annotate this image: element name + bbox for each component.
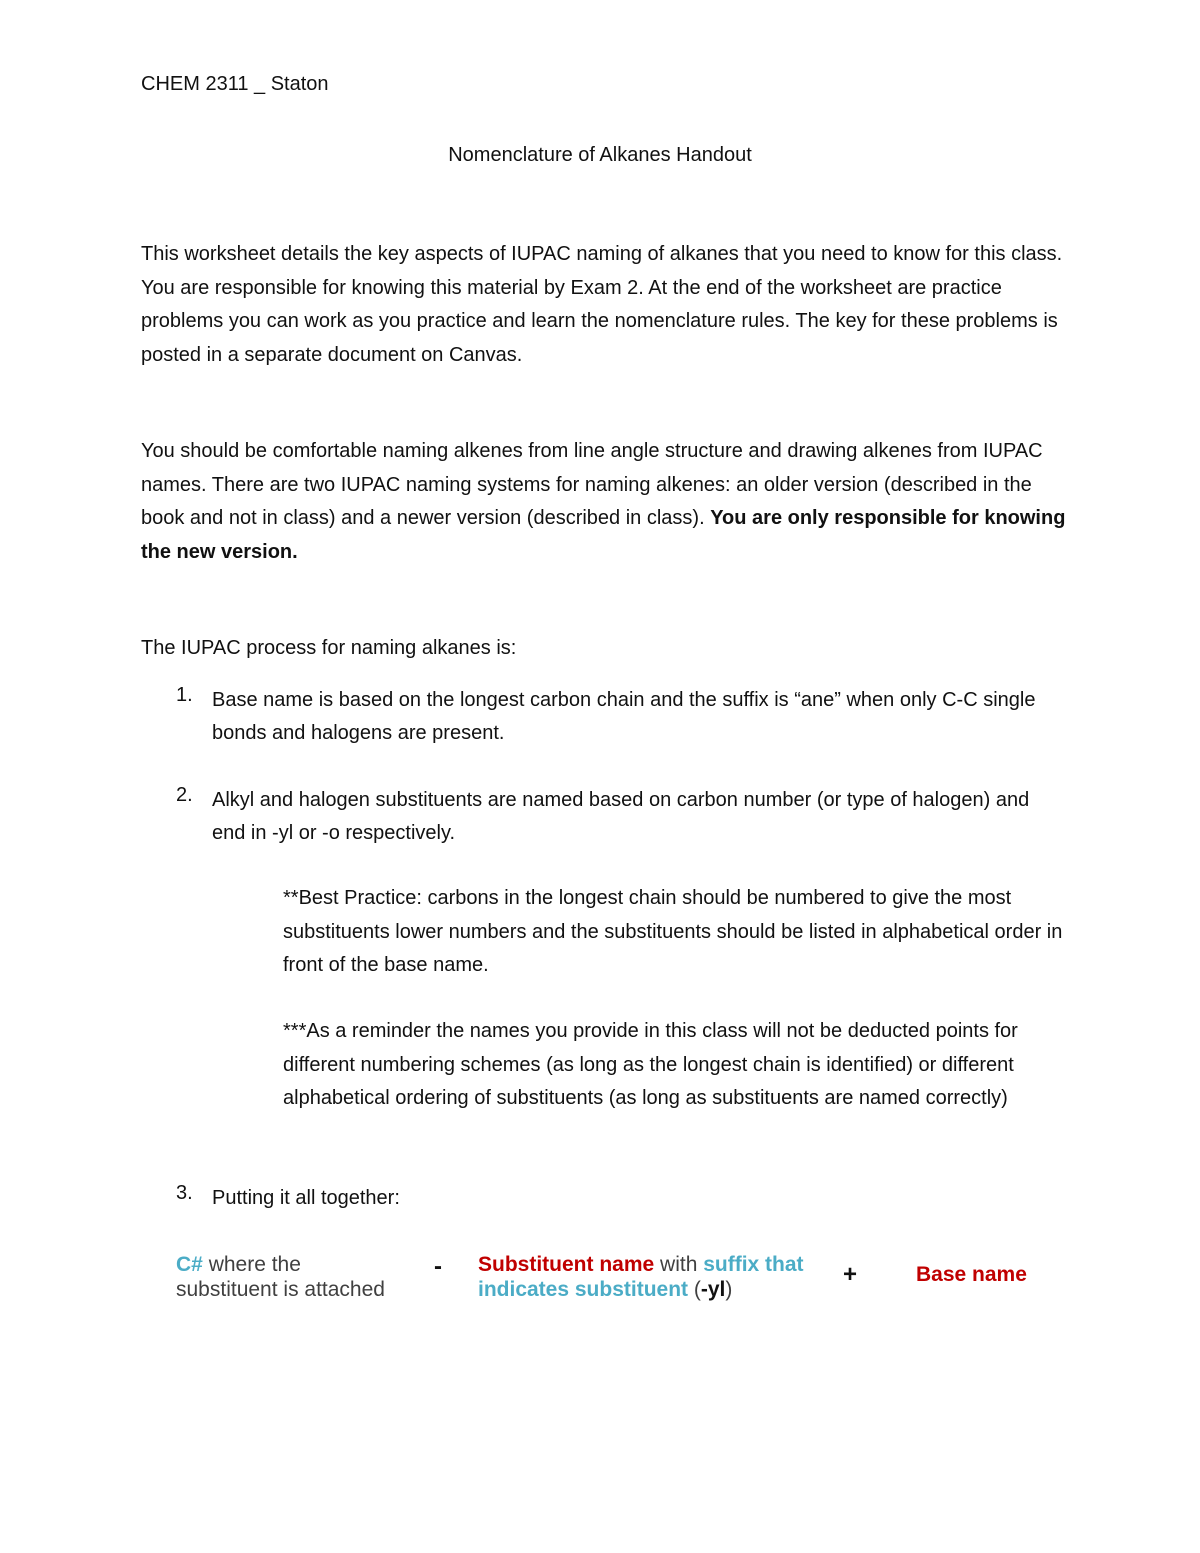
formula-locant-part [176,1252,426,1302]
responsibility-note: You are only responsible for knowing the new version. [141,507,1066,563]
list-number: 1. [176,684,193,706]
paren-close: ) [725,1278,733,1301]
paren-open: ( [688,1278,701,1301]
suffix-highlight: suffix that [703,1253,804,1276]
formula-base-name: Base name [916,1263,1027,1286]
alkene-paragraph [141,435,1071,569]
best-practice-note: **Best Practice: carbons in the longest chain should be numbered to give the most substituents lower numbers and the substituents should be listed in alphabetical order in front of the base name. [283,887,1063,976]
list-number: 3. [176,1182,193,1204]
alkene-paragraph-text: You should be comfortable naming alkenes from line angle structure and drawing alkenes from IUPAC names. There are two IUPAC naming systems for naming alkenes: an older version (described in the book and not in class) and a newer version (described in class). [141,440,1043,529]
yl-suffix: -yl [700,1278,726,1301]
naming-formula [0,1250,1200,1310]
page-title: Nomenclature of Alkanes Handout [448,144,752,166]
reminder-note: ***As a reminder the names you provide in this class will not be deducted points for different numbering schemes (as long as the longest chain is identified) or different alphabetical ordering of substituents (as long as substituents are named correctly) [283,1020,1018,1109]
list-text: Alkyl and halogen substituents are named based on carbon number (or type of halogen) and end in -yl or -o respectively. [212,789,1030,844]
locant-highlight: C# [176,1253,203,1276]
list-text: Putting it all together: [212,1187,400,1209]
locant-text: where the [202,1253,301,1276]
formula-dash: - [434,1253,442,1280]
locant-text-line2: substituent is attached [176,1278,385,1301]
with-text: with [654,1253,704,1276]
list-number: 2. [176,784,193,806]
substituent-name-highlight: Substituent name [478,1253,655,1276]
course-header: CHEM 2311 _ Staton [141,73,329,95]
formula-plus: + [843,1261,858,1288]
suffix-highlight-line2: indicates substituent [478,1278,689,1301]
list-text: Base name is based on the longest carbon chain and the suffix is “ane” when only C-C single bonds and halogens are present. [212,689,1036,744]
formula-substituent-part [478,1252,818,1302]
intro-paragraph: This worksheet details the key aspects of IUPAC naming of alkanes that you need to know for this class. You are responsible for knowing this material by Exam 2. At the end of the worksheet are practice problems you can work as you practice and learn the nomenclature rules. The key for these problems is posted in a separate document on Canvas. [141,243,1063,366]
process-intro: The IUPAC process for naming alkanes is: [141,637,517,659]
